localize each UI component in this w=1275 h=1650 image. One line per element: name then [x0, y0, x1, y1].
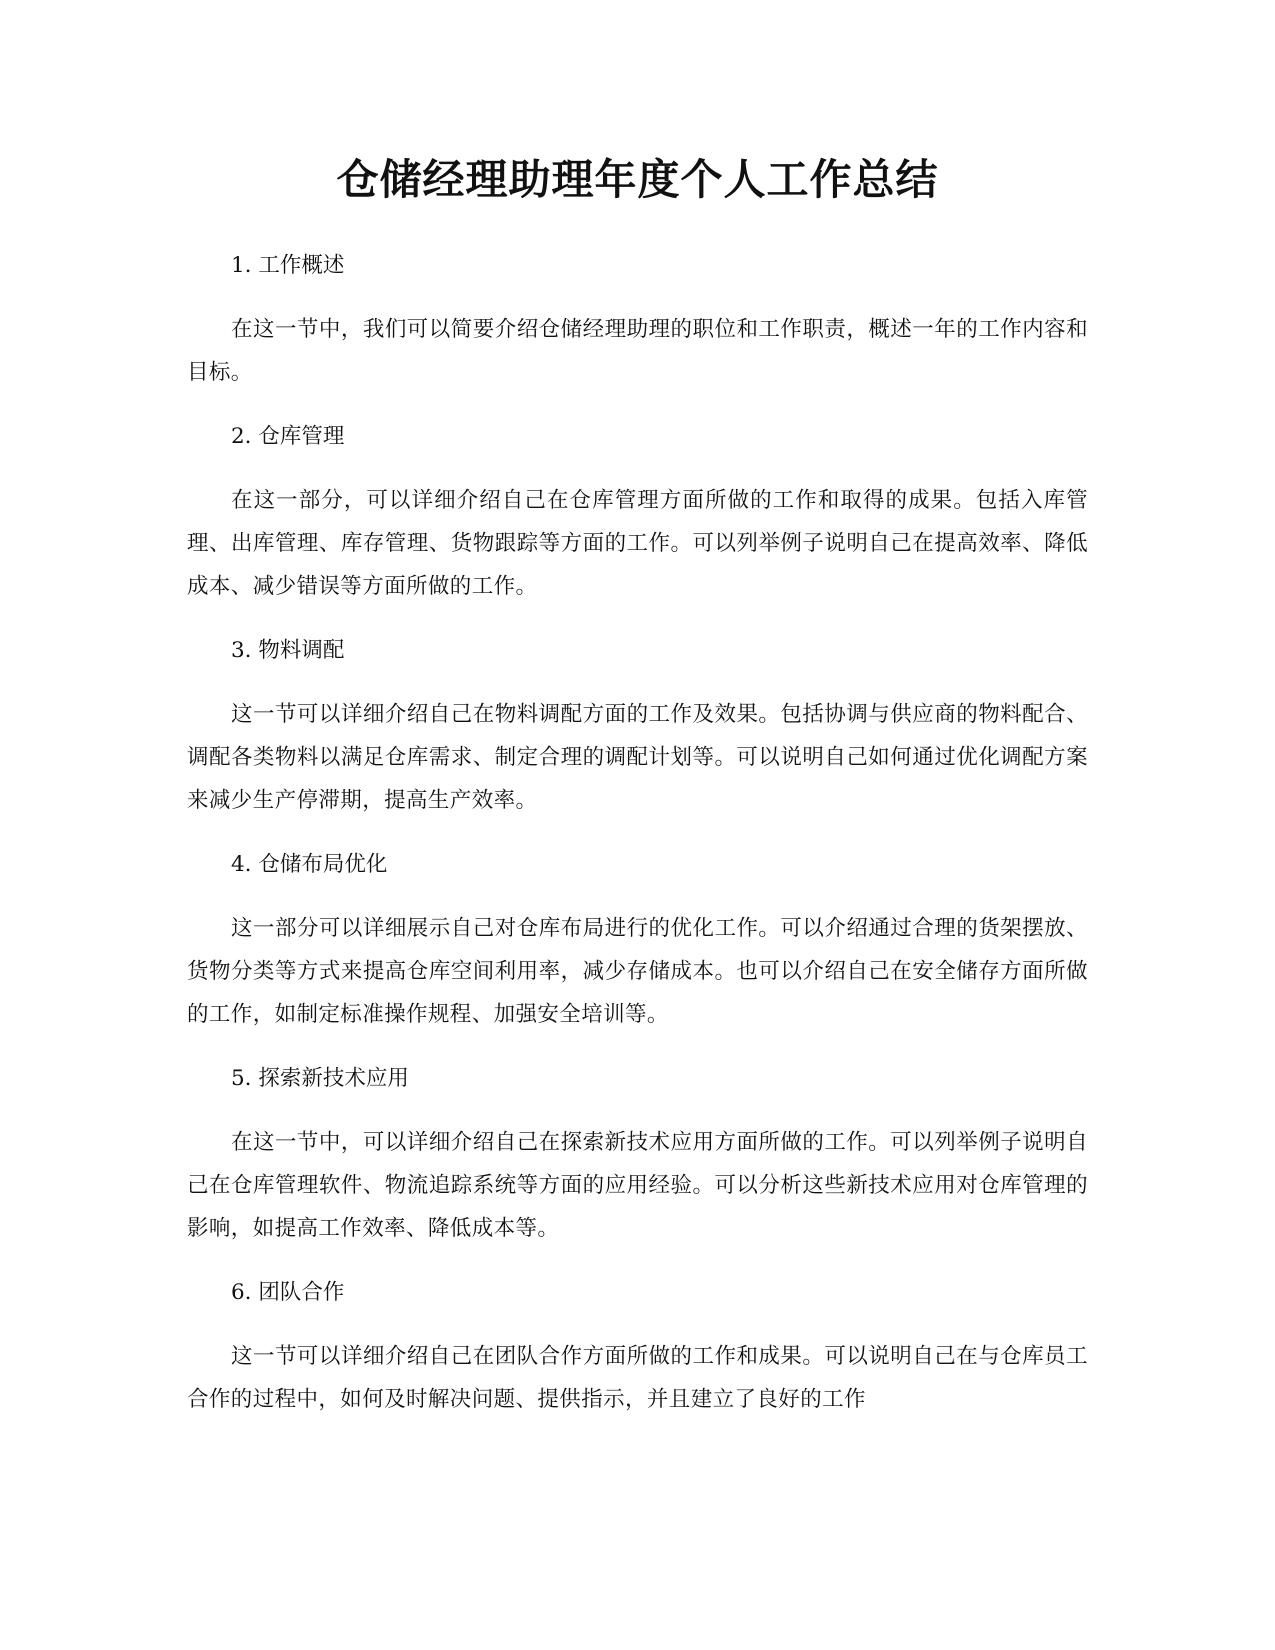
- section-body-warehouse-management: 在这一部分，可以详细介绍自己在仓库管理方面所做的工作和取得的成果。包括入库管理、出库管理、库存管理、货物跟踪等方面的工作。可以列举例子说明自己在提高效率、降低成本、减少错误等方面所做的工作。: [187, 488, 1088, 599]
- section-heading-layout-optimization: 4. 仓储布局优化: [231, 852, 388, 877]
- section-body-new-technology: 在这一节中，可以详细介绍自己在探索新技术应用方面所做的工作。可以列举例子说明自己在仓库管理软件、物流追踪系统等方面的应用经验。可以分析这些新技术应用对仓库管理的影响，如提高工作效率、降低成本等。: [187, 1130, 1088, 1241]
- document-body: [187, 244, 1088, 1442]
- section-heading-work-overview: 1. 工作概述: [231, 253, 345, 278]
- section-body-teamwork: 这一节可以详细介绍自己在团队合作方面所做的工作和成果。可以说明自己在与仓库员工合作的过程中，如何及时解决问题、提供指示，并且建立了良好的工作: [187, 1344, 1088, 1412]
- section-body-work-overview: 在这一节中，我们可以简要介绍仓储经理助理的职位和工作职责，概述一年的工作内容和目标。: [187, 317, 1088, 385]
- section-heading-new-technology: 5. 探索新技术应用: [231, 1066, 409, 1091]
- section-heading-warehouse-management: 2. 仓库管理: [231, 424, 345, 449]
- section-body-layout-optimization: 这一部分可以详细展示自己对仓库布局进行的优化工作。可以介绍通过合理的货架摆放、货物分类等方式来提高仓库空间利用率，减少存储成本。也可以介绍自己在安全储存方面所做的工作，如制定标准操作规程、加强安全培训等。: [187, 916, 1088, 1027]
- document-title: 仓储经理助理年度个人工作总结: [336, 155, 939, 204]
- section-body-material-allocation: 这一节可以详细介绍自己在物料调配方面的工作及效果。包括协调与供应商的物料配合、调配各类物料以满足仓库需求、制定合理的调配计划等。可以说明自己如何通过优化调配方案来减少生产停滞期，提高生产效率。: [187, 702, 1088, 813]
- section-heading-teamwork: 6. 团队合作: [231, 1280, 345, 1305]
- section-heading-material-allocation: 3. 物料调配: [231, 638, 345, 663]
